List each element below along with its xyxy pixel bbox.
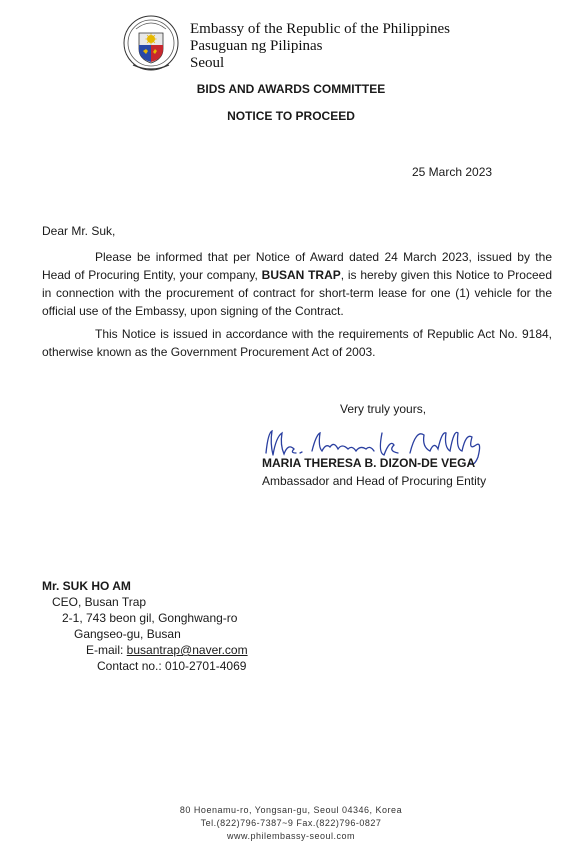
- addressee-position: CEO, Busan Trap: [52, 595, 147, 609]
- paragraph-1-text-b: , is hereby given this Notice to Proceed in connection with the procurement of contract for short-term lease for one (1) vehicle for the official use of the Embassy, upon signing of the Contract.: [42, 268, 552, 318]
- company-name: BUSAN TRAP: [261, 268, 341, 282]
- salutation: Dear Mr. Suk,: [42, 224, 116, 238]
- paragraph-2: This Notice is issued in accordance with the requirements of Republic Act No. 9184, otherwise known as the Government Procurement Act of 2003.: [42, 327, 552, 359]
- committee-heading: BIDS AND AWARDS COMMITTEE: [196, 82, 386, 96]
- embassy-seal-icon: [123, 15, 179, 71]
- footer-website[interactable]: www.philembassy-seoul.com: [226, 831, 356, 841]
- signatory-title: Ambassador and Head of Procuring Entity: [262, 474, 487, 488]
- paragraph-1: [42, 248, 552, 320]
- letterhead-line-1: Embassy of the Republic of the Philippines: [190, 21, 450, 37]
- footer-phone: Tel.(822)796-7387~9 Fax.(822)796-0827: [200, 818, 382, 828]
- notice-title: NOTICE TO PROCEED: [227, 109, 355, 123]
- paragraph-1-text-a: Please be informed that per Notice of Award dated 24 March 2023, issued by the Head of Procuring Entity, your company,: [42, 250, 552, 282]
- addressee-district: Gangseo-gu, Busan: [74, 627, 181, 641]
- letterhead-line-2: Pasuguan ng Pilipinas: [190, 38, 323, 54]
- letter-date: 25 March 2023: [412, 165, 493, 179]
- addressee-street: 2-1, 743 beon gil, Gonghwang-ro: [62, 611, 238, 625]
- addressee-name: Mr. SUK HO AM: [42, 579, 131, 593]
- addressee-contact: Contact no.: 010-2701-4069: [97, 659, 247, 673]
- signatory-name: MARIA THERESA B. DIZON-DE VEGA: [262, 456, 476, 470]
- closing: Very truly yours,: [340, 402, 427, 416]
- footer-address: 80 Hoenamu-ro, Yongsan-gu, Seoul 04346, Korea: [179, 805, 403, 815]
- letterhead-line-3: Seoul: [190, 55, 225, 71]
- addressee-email-line: [86, 642, 248, 658]
- email-label: E-mail:: [86, 643, 127, 657]
- email-link[interactable]: busantrap@naver.com: [126, 643, 248, 657]
